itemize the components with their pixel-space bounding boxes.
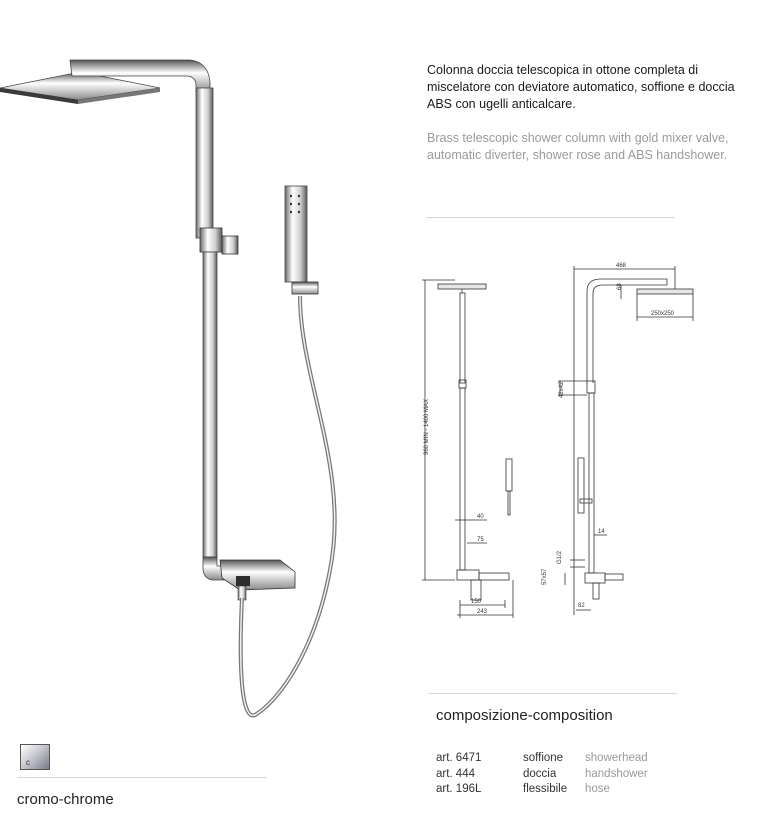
list-item — [436, 782, 648, 798]
shower-head — [0, 72, 160, 104]
part-name-italian: flessibile — [523, 783, 568, 795]
front-view — [422, 280, 513, 618]
part-article: art. 6471 — [436, 752, 482, 764]
part-article: art. 444 — [436, 767, 475, 780]
dim-57x57: 57x57 — [542, 568, 548, 585]
list-item — [436, 767, 648, 783]
hose — [241, 296, 335, 715]
list-item — [436, 751, 648, 767]
handshower-holder — [200, 228, 238, 254]
part-name-english: hose — [585, 783, 610, 795]
dim-42x42: 42x42 — [559, 381, 565, 398]
handshower — [285, 186, 318, 294]
product-photo — [0, 0, 400, 730]
part-name-english: handshower — [585, 767, 648, 780]
description-english: Brass telescopic shower column with gold mixer valve, automatic diverter, shower rose and ABS handshower. — [427, 131, 729, 162]
divider-composition — [428, 693, 677, 694]
finish-label: cromo-chrome — [17, 791, 114, 808]
finish-swatch — [20, 744, 50, 770]
divider-top — [426, 217, 675, 218]
dim-14: 14 — [598, 529, 605, 535]
mixer-valve — [220, 560, 295, 600]
side-view — [558, 266, 693, 615]
part-name-italian: doccia — [523, 767, 557, 780]
parts-list — [436, 751, 648, 798]
dim-g12: G1/2 — [557, 550, 563, 564]
divider-finish — [17, 777, 267, 778]
dim-68: 68 — [617, 283, 623, 290]
technical-drawing — [415, 255, 715, 625]
column-upper — [196, 88, 213, 238]
composition-title: composizione-composition — [436, 707, 613, 724]
finish-swatch-code: c — [26, 758, 30, 767]
dim-height: 960 MIN - 1400 MAX — [424, 398, 430, 455]
part-name-english: showerhead — [585, 752, 648, 764]
dim-468: 468 — [616, 263, 627, 269]
dim-150: 150 — [471, 599, 482, 605]
dim-243: 243 — [477, 609, 488, 615]
dim-75: 75 — [477, 537, 484, 543]
description-italian: Colonna doccia telescopica in ottone completa di miscelatore con deviatore automatico, soffione e doccia ABS con ugelli anticalcare. — [427, 63, 735, 111]
dim-82: 82 — [578, 603, 585, 609]
part-name-italian: soffione — [523, 752, 564, 764]
dim-40: 40 — [477, 514, 484, 520]
part-article: art. 196L — [436, 783, 482, 795]
column-lower — [203, 252, 217, 557]
dim-head-size: 250x250 — [651, 311, 675, 317]
